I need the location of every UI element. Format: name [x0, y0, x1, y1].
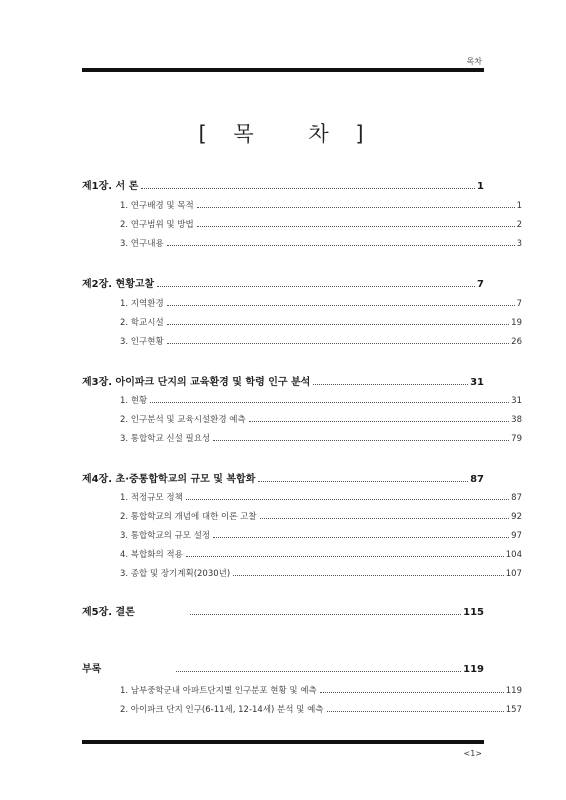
toc-entry-label: 제5장. 결론: [82, 607, 135, 618]
toc-entry-label: 1. 적정규모 정책: [120, 493, 183, 503]
title-word-2: 차: [308, 122, 333, 146]
toc-dot-leader: [313, 383, 468, 385]
toc-section-row[interactable]: [82, 684, 522, 696]
toc-dot-leader: [167, 304, 515, 306]
toc-page-number: 119: [463, 664, 484, 675]
toc-page-number: 31: [511, 396, 522, 406]
toc-dot-leader: [213, 536, 509, 538]
toc-entry-label: 2. 학교시설: [120, 318, 164, 328]
toc-page-number: 38: [511, 415, 522, 425]
title-bracket-open: [: [198, 122, 211, 146]
title-bracket-close: ]: [355, 122, 368, 146]
toc-page-number: 157: [505, 705, 522, 715]
toc-chapter-row[interactable]: [82, 275, 484, 290]
toc-chapter-row[interactable]: [82, 373, 484, 388]
toc-dot-leader: [249, 420, 510, 422]
toc-chapter-row[interactable]: [82, 660, 484, 675]
toc-section-row[interactable]: [82, 510, 522, 522]
toc-chapter-row[interactable]: [82, 470, 484, 485]
toc-dot-leader: [150, 401, 509, 403]
toc-page-number: 87: [470, 474, 484, 485]
toc-section-row[interactable]: [82, 548, 522, 560]
toc-entry-label: 2. 통합학교의 개념에 대한 이론 고찰: [120, 512, 257, 522]
toc-dot-leader: [190, 613, 461, 615]
toc-page-number: 119: [505, 686, 522, 696]
page-title: [0, 118, 566, 148]
toc-entry-label: 3. 인구현황: [120, 337, 164, 347]
toc-page-number: 1: [477, 181, 484, 192]
toc-dot-leader: [260, 517, 510, 519]
toc-page-number: 2: [516, 220, 522, 230]
toc-entry-label: 2. 아이파크 단지 인구(6-11세, 12-14세) 분석 및 예측: [120, 705, 324, 715]
toc-dot-leader: [167, 342, 510, 344]
toc-dot-leader: [320, 691, 504, 693]
toc-entry-label: 3. 종합 및 장기계획(2030년): [120, 569, 231, 579]
toc-entry-label: 제1장. 서 론: [82, 181, 139, 192]
toc-section-row[interactable]: [82, 237, 522, 249]
toc-entry-label: 1. 연구배경 및 목적: [120, 201, 194, 211]
toc-dot-leader: [186, 498, 509, 500]
toc-page-number: 115: [463, 607, 484, 618]
toc-page-number: 7: [516, 299, 522, 309]
running-header: 목차: [466, 57, 482, 66]
toc-entry-label: 3. 통합학교의 규모 설정: [120, 531, 211, 541]
toc-page-number: 97: [511, 531, 522, 541]
toc-entry-label: 제3장. 아이파크 단지의 교육환경 및 학령 인구 분석: [82, 377, 311, 388]
toc-page-number: 19: [511, 318, 522, 328]
toc-entry-label: 4. 복합화의 적용: [120, 550, 183, 560]
toc-section-row[interactable]: [82, 703, 522, 715]
toc-page-number: 3: [516, 239, 522, 249]
toc-entry-label: 1. 남부중학군내 아파트단지별 인구분포 현황 및 예측: [120, 686, 317, 696]
toc-section-row[interactable]: [82, 432, 522, 444]
toc-page-number: 7: [477, 279, 484, 290]
toc-dot-leader: [197, 206, 515, 208]
toc-section-row[interactable]: [82, 218, 522, 230]
toc-entry-label: 1. 지역환경: [120, 299, 164, 309]
toc-entry-label: 제4장. 초·중통합학교의 규모 및 복합화: [82, 474, 256, 485]
toc-section-row[interactable]: [82, 567, 522, 579]
toc-entry-label: 제2장. 현황고찰: [82, 279, 155, 290]
toc-entry-label: 2. 인구분석 및 교육시설환경 예측: [120, 415, 246, 425]
toc-dot-leader: [197, 225, 515, 227]
toc-page-number: 79: [511, 434, 522, 444]
toc-dot-leader: [233, 574, 504, 576]
title-word-1: 목: [233, 122, 258, 146]
toc-dot-leader: [167, 244, 515, 246]
toc-page-number: 92: [511, 512, 522, 522]
toc-chapter-row[interactable]: [82, 603, 484, 618]
toc-dot-leader: [213, 439, 509, 441]
toc-entry-label: 3. 통합학교 신설 필요성: [120, 434, 211, 444]
toc-section-row[interactable]: [82, 413, 522, 425]
toc-section-row[interactable]: [82, 316, 522, 328]
header-rule: [82, 68, 484, 72]
toc-section-row[interactable]: [82, 297, 522, 309]
footer-rule: [82, 740, 484, 744]
toc-page-number: 107: [505, 569, 522, 579]
toc-chapter-row[interactable]: [82, 177, 484, 192]
toc-entry-label: 부록: [82, 664, 102, 675]
toc-dot-leader: [141, 187, 475, 189]
toc-entry-label: 1. 현황: [120, 396, 148, 406]
toc-entry-label: 3. 연구내용: [120, 239, 164, 249]
toc-dot-leader: [186, 555, 504, 557]
toc-section-row[interactable]: [82, 491, 522, 503]
toc-dot-leader: [157, 285, 475, 287]
footer-page-number: <1>: [463, 749, 482, 758]
toc-dot-leader: [176, 670, 461, 672]
toc-entry-label: 2. 연구범위 및 방법: [120, 220, 194, 230]
toc-page-number: 1: [516, 201, 522, 211]
toc-section-row[interactable]: [82, 394, 522, 406]
toc-page-number: 104: [505, 550, 522, 560]
toc-dot-leader: [167, 323, 510, 325]
toc-page-number: 31: [470, 377, 484, 388]
toc-page-number: 87: [511, 493, 522, 503]
toc-page-number: 26: [511, 337, 522, 347]
toc-section-row[interactable]: [82, 529, 522, 541]
toc-dot-leader: [327, 710, 504, 712]
toc-dot-leader: [258, 480, 468, 482]
toc-section-row[interactable]: [82, 199, 522, 211]
toc-section-row[interactable]: [82, 335, 522, 347]
